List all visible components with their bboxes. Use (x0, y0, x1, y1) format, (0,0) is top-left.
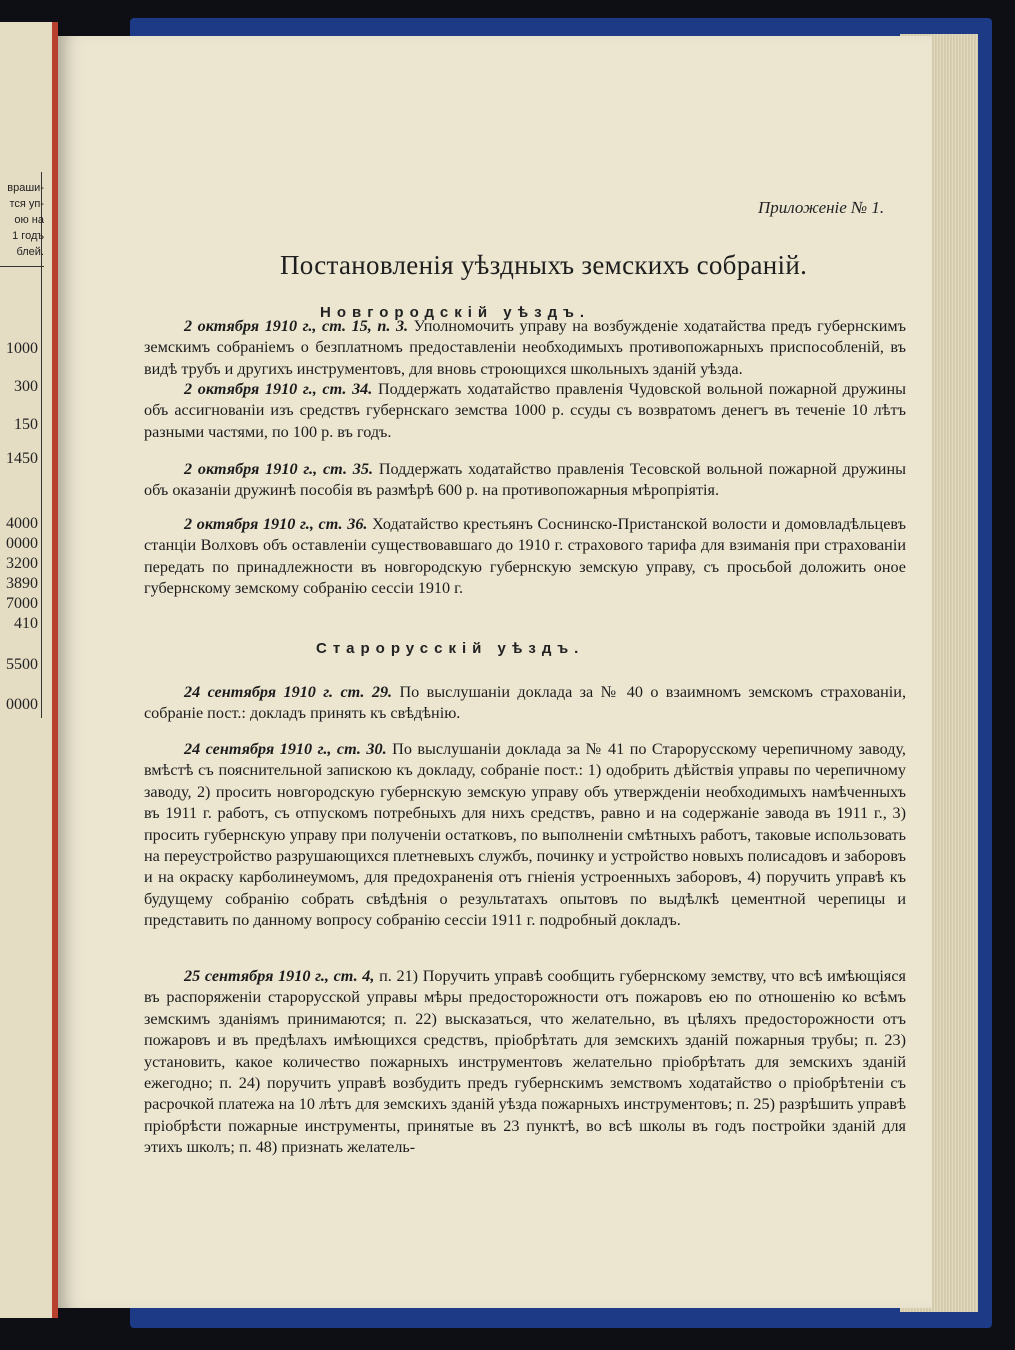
paragraph (144, 966, 906, 1159)
left-header-line: тся уп- (9, 198, 44, 210)
appendix-label: Приложенiе № 1. (758, 198, 885, 217)
left-header-line: 1 годъ (12, 230, 44, 242)
paragraph-ref: 2 октября 1910 г., ст. 15, п. 3. (184, 317, 409, 335)
left-number: 150 (14, 416, 38, 433)
paragraph (144, 739, 906, 932)
left-number: 3890 (6, 575, 38, 592)
left-number: 1000 (6, 340, 38, 357)
left-number: 300 (14, 378, 38, 395)
paragraph-text: По выслушаніи доклада за № 41 по Старорусскому черепичному заводу, вмѣстѣ съ пояснительной запискою къ докладу, собраніе пост.: 1) одобрить дѣйствія управы по черепичному заводу, 2) просить новгородскую губернскую земскую управу объ утвержденіи необходимыхъ намѣченныхъ въ 1911 г. работъ, съ отпускомъ потребныхъ для нихъ средствъ, равно и на содержаніе завода въ 1911 г., 3) просить губернскую управу при полученіи остатковъ, по выполненіи смѣтныхъ работъ, таковые использовать на переустройство разрушающихся плетневыхъ службъ, починку и устройство новыхъ полисадовъ и заборовъ и на окраску карболинеумомъ, для предохраненія отъ гніенія устроенныхъ заборовъ, 4) поручить управѣ къ будущему собранію собрать свѣдѣнія о результатахъ опытовъ по выдѣлкѣ цементной черепицы и представить по данному вопросу собранію сессіи 1911 г. подробный докладъ. (144, 740, 906, 930)
left-adjacent-page (0, 22, 58, 1318)
paragraph (144, 514, 906, 600)
paragraph-ref: 2 октября 1910 г., ст. 36. (184, 515, 368, 533)
left-header-line: ою на (14, 214, 44, 226)
left-number: 3200 (6, 555, 38, 572)
paragraph-text: Ходатайство крестьянъ Соснинско-Пристанской волости и домовладѣльцевъ станціи Волховъ объ оставленіи существовавшаго до 1910 г. страхового тарифа для взиманія при страхованіи передать по принадлежности въ новгородскую губернскую земскую управу, съ просьбой доложить оное губернскому земскому собранію сессіи 1910 г. (144, 515, 906, 598)
paragraph-text: п. 21) Поручить управѣ сообщить губернскому земству, что всѣ имѣющіяся въ распоряженіи старорусской управы мѣры предосторожности отъ пожаровъ ею по отношенію ко всѣмъ земскимъ зданіямъ принимаются; п. 22) высказаться, что желательно, въ цѣляхъ предосторожности отъ пожаровъ и въ предѣлахъ имѣющихся средствъ, пріобрѣтать для земскихъ зданій пожарныя трубы; п. 23) установить, какое количество пожарныхъ инструментовъ желательно пріобрѣтать для земскихъ зданій ежегодно; п. 24) поручить управѣ возбудить предъ губернскимъ земствомъ ходатайство о пріобрѣтеніи съ расрочкой платежа на 10 лѣтъ для земскихъ зданій уѣзда пожарныхъ инструментовъ; п. 25) разрѣшить управѣ пріобрѣсти пожарные инструменты, принятые въ 23 пунктѣ, во всѣ школы въ годъ постройки зданій для этихъ школъ; п. 48) признать желатель- (144, 967, 906, 1157)
left-number: 410 (14, 615, 38, 632)
document-page (58, 36, 932, 1308)
paragraph (144, 379, 906, 443)
paragraph-ref: 25 сентября 1910 г., ст. 4, (184, 967, 375, 985)
paragraph-text: Уполномочить управу на возбужденіе ходатайства предъ губернскимъ земскимъ собраніемъ о безплатномъ предоставленіи необходимыхъ противопожарныхъ приспособленій, въ видѣ трубъ и другихъ инструментовъ, для вновь строющихся школьныхъ зданій уѣзда. (144, 317, 906, 378)
section-heading: Новгородскій уѣздъ. (320, 304, 591, 321)
left-page-header (0, 180, 44, 267)
left-number: 7000 (6, 595, 38, 612)
left-number: 4000 (6, 515, 38, 532)
paragraph-text: Поддержать ходатайство правленія Чудовской вольной пожарной дружины объ ассигнованіи изъ средствъ губернскаго земства 1000 р. ссуды съ возвратомъ денегъ въ теченіе 10 лѣтъ разными частями, по 100 р. въ годъ. (144, 380, 906, 441)
left-number: 0000 (6, 535, 38, 552)
paragraph-text: Поддержать ходатайство правленія Тесовской вольной пожарной дружины объ оказаніи дружинѣ пособія въ размѣрѣ 600 р. на противопожарныя мѣропріятія. (144, 460, 906, 500)
paragraph-ref: 2 октября 1910 г., ст. 35. (184, 460, 374, 478)
paragraph-ref: 24 сентября 1910 г., ст. 30. (184, 740, 387, 758)
paragraph (144, 682, 906, 725)
paragraph-ref: 2 октября 1910 г., ст. 34. (184, 380, 373, 398)
section-heading: Старорусскій уѣздъ. (316, 640, 585, 657)
page-title: Постановленія уѣздныхъ земскихъ собраній. (280, 250, 808, 280)
left-header-line: блей. (16, 246, 44, 258)
left-number: 1450 (6, 450, 38, 467)
paragraph (144, 316, 906, 380)
left-number: 0000 (6, 696, 38, 713)
paragraph-text: По выслушаніи доклада за № 40 о взаимномъ земскомъ страхованіи, собраніе пост.: докладъ принять къ свѣдѣнію. (144, 683, 906, 723)
paragraph-ref: 24 сентября 1910 г. ст. 29. (184, 683, 393, 701)
paragraph (144, 459, 906, 502)
left-number: 5500 (6, 656, 38, 673)
left-header-line: враши- (7, 182, 44, 194)
